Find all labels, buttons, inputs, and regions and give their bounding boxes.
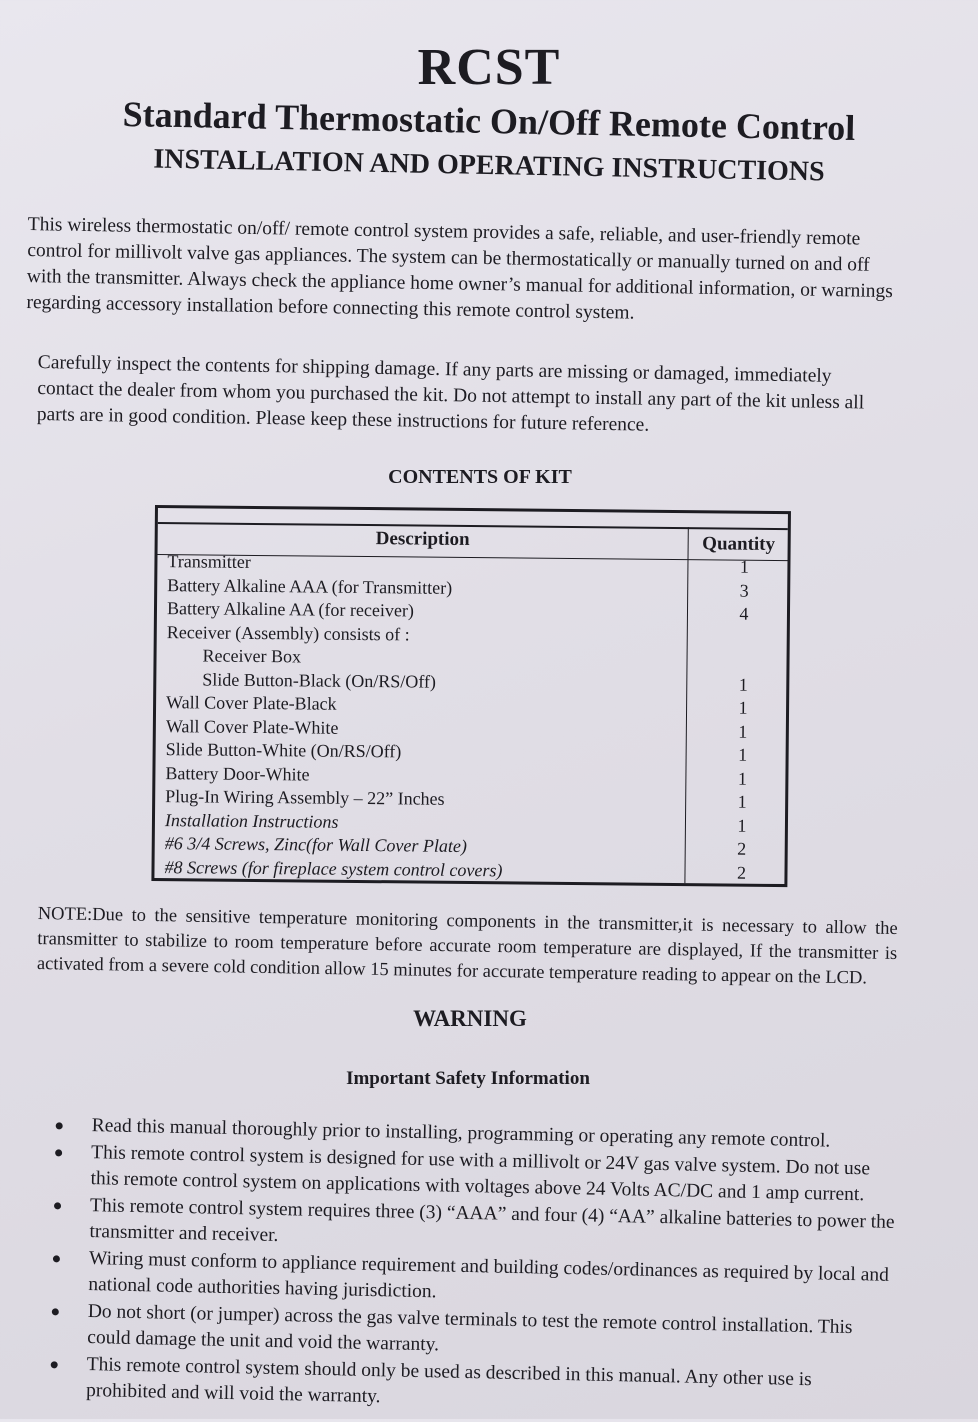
row-quantity: 1 [737, 791, 747, 812]
kit-heading: CONTENTS OF KIT [388, 466, 572, 488]
row-quantity: 1 [738, 674, 748, 695]
row-description: Battery Door-White [165, 762, 310, 784]
row-description: Installation Instructions [164, 809, 339, 832]
row-quantity [689, 626, 799, 627]
row-quantity: 1 [737, 768, 748, 789]
row-quantity: 1 [738, 721, 748, 742]
bullet-text: Read this manual thoroughly prior to installing, programming or operating any remote control. [91, 1115, 831, 1152]
bullet-text: This remote control system is designed for use with a millivolt or 24V gas valve system. Do not use this remote control system on applications with voltages above 24 Volts AC/DC and 1 amp current. [90, 1142, 871, 1206]
bullet-icon [53, 1255, 60, 1262]
row-description: Battery Alkaline AA (for receiver) [166, 598, 415, 621]
row-quantity: 2 [737, 838, 747, 859]
header-description: Description [375, 528, 470, 551]
bullet-text: This remote control system should only be used as described in this manual. Any other use is prohibited and will void the warranty. [85, 1354, 812, 1408]
intro-paragraph-2: Carefully inspect the contents for shipping damage. If any parts are missing or damaged, immediately contact the dealer from whom you purchased the kit. Do not attempt to install any part of the kit unless all parts are in good condition. Please keep these instructions for future reference. [36, 351, 865, 436]
row-quantity: 4 [739, 603, 749, 624]
bullet-icon [56, 1122, 63, 1129]
warning-heading: WARNING [413, 1006, 527, 1031]
row-description: Transmitter [167, 551, 251, 572]
row-quantity: 1 [738, 697, 748, 718]
note-paragraph: NOTE:Due to the sensitive temperature monitoring components in the transmitter,it is necessary to allow the transmitter to stabilize to room temperature before accurate room temperature are displayed, If the transmitter is activated from a severe cold condition allow 15 minutes for accurate temperature reading to appear on the LCD. [36, 903, 898, 989]
document-subtitle-instructions: INSTALLATION AND OPERATING INSTRUCTIONS [153, 143, 825, 188]
row-description: Plug-In Wiring Assembly – 22” Inches [165, 786, 445, 809]
row-quantity: 1 [737, 815, 747, 836]
document-subtitle: Standard Thermostatic On/Off Remote Control [122, 93, 856, 149]
bullet-text: Do not short (or jumper) across the gas valve terminals to test the remote control installation. This could damage the unit and void the warranty. [87, 1301, 853, 1356]
table-body [164, 550, 787, 885]
row-description: #6 3/4 Screws, Zinc(for Wall Cover Plate) [164, 833, 467, 857]
row-description: #8 Screws (for fireplace system control covers) [164, 856, 503, 880]
bullet-icon [52, 1308, 59, 1315]
intro-paragraph-1: This wireless thermostatic on/off/ remote control system provides a safe, reliable, and user-friendly remote control for millivolt valve gas appliances. The system can be thermostatically or manually turned on and off with the transmitter. Always check the appliance home owner’s manual for additional information, or warnings regarding accessory installation before connecting this remote control system. [26, 213, 894, 324]
bullet-text: This remote control system requires three (3) “AAA” and four (4) “AA” alkaline batteries to power the transmitter and receiver. [89, 1195, 895, 1247]
row-description: Wall Cover Plate-Black [166, 692, 337, 714]
safety-subheading: Important Safety Information [346, 1068, 590, 1089]
bullet-icon [55, 1149, 62, 1156]
row-quantity: 1 [738, 744, 748, 765]
bullet-icon [54, 1202, 61, 1209]
row-description: Wall Cover Plate-White [165, 715, 339, 738]
table-row [164, 856, 784, 885]
bullet-text: Wiring must conform to appliance requirement and building codes/ordinances as required by local and national code authorities having jurisdiction. [88, 1248, 890, 1303]
row-description: Receiver (Assembly) consists of : [166, 621, 410, 644]
row-quantity: 2 [736, 862, 747, 883]
kit-contents-table [151, 505, 791, 887]
row-description: Slide Button-Black (On/RS/Off) [202, 668, 437, 692]
header-quantity: Quantity [702, 533, 776, 555]
row-quantity: 3 [739, 580, 749, 601]
row-description: Slide Button-White (On/RS/Off) [165, 739, 402, 762]
bullet-icon [51, 1361, 58, 1368]
safety-bullet-list [34, 1112, 900, 1422]
row-description: Battery Alkaline AAA (for Transmitter) [167, 574, 453, 598]
document-title: RCST [417, 39, 561, 96]
row-quantity: 1 [739, 556, 750, 577]
row-description: Receiver Box [202, 645, 302, 667]
